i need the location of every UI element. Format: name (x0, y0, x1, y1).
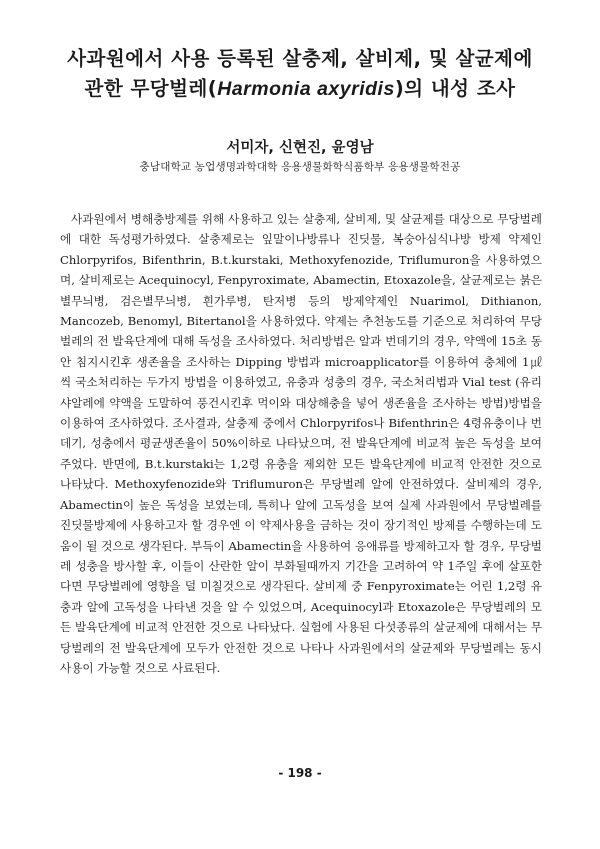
title-line-2 (50, 74, 550, 104)
title-line-2-prefix: 관한 무당벌레( (84, 77, 218, 100)
page-number: - 198 - (278, 766, 322, 780)
author-list: 서미자, 신현진, 윤영남 (226, 140, 374, 156)
title-line-1: 사과원에서 사용 등록된 살충제, 살비제, 및 살균제에 (67, 47, 533, 70)
abstract-body: 사과원에서 병해충방제를 위해 사용하고 있는 살충제, 살비제, 및 살균제를 대상으로 무당벌레에 대한 독성평가하였다. 살충제로는 잎말이나방류나 진딧물, 복숭아심식나방 방제 약제인 Chlorpyrifos, Bifenthrin, B.t.kurstaki, Methoxyfenozide, Triflumuron을 사용하였으며, 살비제로는 Acequinocyl, Fenpyroximate, Abamectin, Etoxazole을, 살균제로는 붉은별무늬병, 검은별무늬병, 흰가루병, 탄저병 등의 방제약제인 Nuarimol, Dithianon, Mancozeb, Benomyl, Bitertanol을 사용하였다. 약제는 추천농도를 기준으로 처리하여 무당벌레의 전 발육단계에 대해 독성을 조사하였다. 처리방법은 알과 번데기의 경우, 약액에 15초 동안 침지시킨후 생존율을 조사하는 Dipping 방법과 microapplicator를 이용하여 충체에 1㎕씩 국소처리하는 두가지 방법을 이용하였고, 유충과 성충의 경우, 국소처리법과 Vial test (유리샤알레에 약액을 도말하여 풍건시킨후 먹이와 대상해충을 넣어 생존율을 조사하는 방법)방법을 이용하여 조사하였다. 조사결과, 살충제 중에서 Chlorpyrifos나 Bifenthrin은 4령유충이나 번데기, 성충에서 평균생존율이 50%이하로 나타났으며, 전 발육단계에 비교적 높은 독성을 보여주었다. 반면에, B.t.kurstaki는 1,2령 유충을 제외한 모든 발육단계에 비교적 안전한 것으로 나타났다. Methoxyfenozide와 Triflumuron은 무당벌레 알에 안전하였다. 살비제의 경우, Abamectin이 높은 독성을 보였는데, 특히나 알에 고독성을 보여 실제 사과원에서 무당벌레를 진딧물방제에 사용하고자 할 경우엔 이 약제사용을 금하는 것이 장기적인 방제를 수행하는데 도움이 될 것으로 생각된다. 부득이 Abamectin을 사용하여 응애류를 방제하고자 할 경우, 무당벌레 성충을 방사할 후, 이들이 산란한 알이 부화될때까지 기간을 고려하여 약 1주일 후에 살포한다면 무당벌레에 영향을 덜 미칠것으로 생각된다. 살비제 중 Fenpyroximate는 어린 1,2령 유충과 알에 고독성을 나타낸 것을 알 수 있었으며, Acequinocyl과 Etoxazole은 무당벌레의 모든 발육단계에 비교적 안전한 것으로 나타났다. 실험에 사용된 다섯종류의 살균제에 대해서는 무당벌레의 전 발육단계에 모두가 안전한 것으로 나타나 사과원에서의 살균제와 무당벌레는 동시 사용이 가능할 것으로 사료된다. (60, 212, 542, 675)
paper-title (50, 44, 550, 104)
title-scientific-name: Harmonia axyridis (217, 78, 395, 100)
title-line-2-suffix: )의 내성 조사 (394, 77, 516, 100)
affiliation: 충남대학교 농업생명과학대학 응용생물화학식품학부 응용생물학전공 (139, 161, 461, 173)
